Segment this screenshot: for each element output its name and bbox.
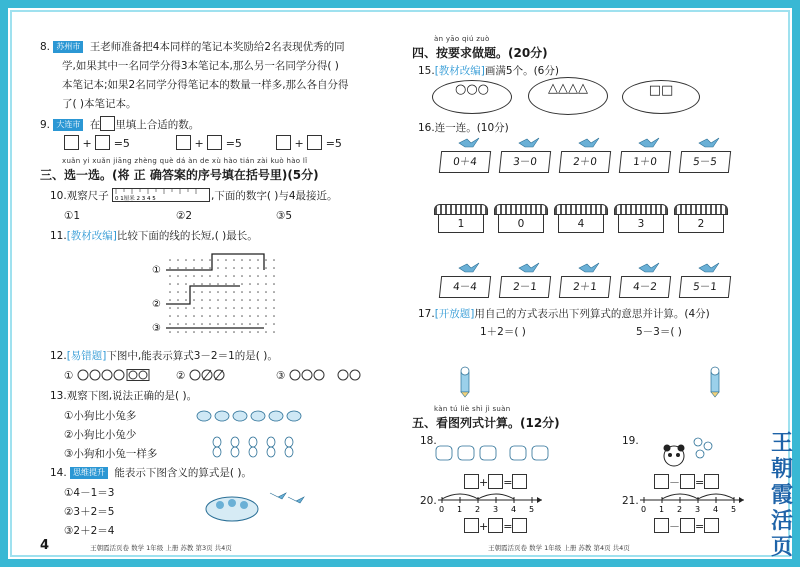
- q8-line2: 学,如果其中一名同学分得3本笔记本,那么另一名同学分得( ): [62, 60, 339, 72]
- q17-eq1[interactable]: 1＋2＝( ): [480, 326, 526, 338]
- q21-equation: － =: [654, 518, 719, 534]
- q17-text: 17.[开放题]用自己的方式表示出下列算式的意思并计算。(4分): [418, 308, 710, 320]
- svg-text:①: ①: [152, 265, 161, 276]
- q13-text: 13.观察下图,说法正确的是( )。: [50, 390, 198, 402]
- q17-eq2[interactable]: 5－3＝( ): [636, 326, 682, 338]
- q14-option-1[interactable]: ①4－1＝3: [64, 487, 115, 499]
- grouped-circles-icon: [289, 369, 369, 381]
- answer-box[interactable]: [64, 135, 79, 150]
- bird-icon: [458, 262, 480, 274]
- bird-icon: [578, 137, 600, 149]
- bird-icon: [638, 137, 660, 149]
- bottom-card-1[interactable]: 4－4: [439, 276, 491, 298]
- answer-box[interactable]: [488, 474, 503, 489]
- house-5[interactable]: 2: [674, 204, 728, 234]
- q12-option-3[interactable]: ③: [276, 369, 369, 383]
- house-3[interactable]: 4: [554, 204, 608, 234]
- answer-box[interactable]: [276, 135, 291, 150]
- q10-text: 10.观察尺子: [50, 190, 109, 202]
- q10-text-b: ,下面的数字( )与4最接近。: [211, 190, 338, 202]
- answer-box: [100, 116, 115, 131]
- bottom-card-4[interactable]: 4－2: [619, 276, 671, 298]
- sec4-title: 四、按要求做题。(20分): [412, 46, 548, 60]
- q10-option-1[interactable]: ①1: [64, 210, 81, 222]
- answer-box[interactable]: [680, 474, 695, 489]
- region-tag: 苏州市: [53, 41, 83, 53]
- dogs-rabbits-figure: [195, 408, 315, 460]
- q10-option-2[interactable]: ②2: [176, 210, 193, 222]
- svg-text:4: 4: [511, 505, 517, 514]
- q19-num: 19.: [622, 435, 639, 447]
- answer-box[interactable]: [488, 518, 503, 533]
- answer-box[interactable]: [512, 518, 527, 533]
- q20-num: 20.: [420, 495, 437, 507]
- q8-line4: 了( )本笔记本。: [62, 98, 137, 110]
- svg-text:0: 0: [641, 505, 647, 514]
- answer-box[interactable]: [464, 474, 479, 489]
- q11-text: 11.[教材改编]比较下面的线的长短,( )最长。: [50, 230, 258, 242]
- q12-option-2[interactable]: ②: [176, 369, 229, 383]
- left-footer: 王朝霞活页卷 数学 1年级 上册 苏教 第3页 共4页: [90, 544, 232, 552]
- q14-option-2[interactable]: ②3＋2＝5: [64, 506, 115, 518]
- bottom-card-5[interactable]: 5－1: [679, 276, 731, 298]
- answer-box[interactable]: [176, 135, 191, 150]
- crossed-circles-icon: [189, 369, 229, 381]
- number-line-20: [436, 488, 546, 514]
- q18-equation: + =: [464, 474, 527, 489]
- right-footer: 王朝霞活页卷 数学 1年级 上册 苏教 第4页 共4页: [488, 544, 630, 552]
- bird-icon: [578, 262, 600, 274]
- q13-option-2[interactable]: ②小狗比小兔少: [64, 429, 137, 441]
- q21-num: 21.: [622, 495, 639, 507]
- region-tag: 大连市: [53, 119, 83, 131]
- bird-icon: [638, 262, 660, 274]
- sec4-pinyin: àn yāo qiú zuò: [434, 35, 490, 43]
- svg-text:②: ②: [152, 299, 161, 310]
- svg-text:5: 5: [529, 505, 535, 514]
- q14-option-3[interactable]: ③2＋2＝4: [64, 525, 115, 537]
- bird-icon: [518, 262, 540, 274]
- svg-text:0 1厘米 2 3 4 5: 0 1厘米 2 3 4 5: [115, 196, 156, 202]
- svg-text:0: 0: [439, 505, 445, 514]
- number-line-21: [638, 488, 748, 514]
- answer-box[interactable]: [704, 518, 719, 533]
- svg-text:3: 3: [695, 505, 701, 514]
- oval-circles[interactable]: ○○○: [432, 80, 512, 114]
- q9-text: 9. 大连市 在 里填上合适的数。: [40, 116, 199, 132]
- svg-text:5: 5: [731, 505, 737, 514]
- oval-squares[interactable]: □□: [622, 80, 700, 114]
- top-card-3[interactable]: 2＋0: [559, 151, 611, 173]
- top-card-1[interactable]: 0＋4: [439, 151, 491, 173]
- sec5-title: 五、看图列式计算。(12分): [412, 416, 560, 430]
- q16-text: 16.连一连。(10分): [418, 122, 509, 134]
- q9-eq-2: + =5: [176, 135, 242, 150]
- q20-equation: + =: [464, 518, 527, 533]
- elephants-figure: [434, 440, 552, 466]
- bird-icon: [518, 137, 540, 149]
- birds-nest-figure: [200, 487, 310, 525]
- svg-text:2: 2: [475, 505, 481, 514]
- oval-triangles[interactable]: △△△△: [528, 77, 608, 115]
- answer-box[interactable]: [654, 474, 669, 489]
- answer-box[interactable]: [512, 474, 527, 489]
- answer-box[interactable]: [654, 518, 669, 533]
- top-card-5[interactable]: 5－5: [679, 151, 731, 173]
- q13-option-3[interactable]: ③小狗和小兔一样多: [64, 448, 158, 460]
- bird-icon: [698, 262, 720, 274]
- line-grid-figure: [150, 248, 280, 340]
- answer-box[interactable]: [464, 518, 479, 533]
- brand-logo: 王朝霞活页: [770, 430, 793, 560]
- house-1[interactable]: 1: [434, 204, 488, 234]
- q19-equation: － =: [654, 474, 719, 490]
- house-2[interactable]: 0: [494, 204, 548, 234]
- pencil-icon: [458, 366, 472, 398]
- svg-text:2: 2: [677, 505, 683, 514]
- house-4[interactable]: 3: [614, 204, 668, 234]
- q12-option-1[interactable]: ①: [64, 369, 157, 383]
- svg-text:1: 1: [659, 505, 665, 514]
- ruler-icon: [112, 188, 210, 202]
- sec3-title: 三、选一选。(将 正 确答案的序号填在括号里)(5分): [40, 168, 319, 182]
- bottom-card-2[interactable]: 2－1: [499, 276, 551, 298]
- bottom-card-3[interactable]: 2＋1: [559, 276, 611, 298]
- answer-box[interactable]: [704, 474, 719, 489]
- answer-box[interactable]: [680, 518, 695, 533]
- q15-text: 15.[教材改编]画满5个。(6分): [418, 65, 559, 77]
- answer-box[interactable]: [307, 135, 322, 150]
- difficulty-tag: 思维提升: [70, 467, 108, 479]
- q8-line3: 本笔记本;如果2名同学分得笔记本的数量一样多,那么各自分得: [62, 79, 349, 91]
- svg-text:3: 3: [493, 505, 499, 514]
- panda-balloons-figure: [660, 436, 720, 472]
- q9-eq-1: + =5: [64, 135, 130, 150]
- bird-icon: [458, 137, 480, 149]
- page-number: 4: [40, 538, 50, 553]
- svg-text:4: 4: [713, 505, 719, 514]
- answer-box[interactable]: [95, 135, 110, 150]
- answer-box[interactable]: [207, 135, 222, 150]
- q12-text: 12.[易错题]下图中,能表示算式3－2＝1的是( )。: [50, 350, 278, 362]
- bird-icon: [698, 137, 720, 149]
- top-card-4[interactable]: 1＋0: [619, 151, 671, 173]
- top-card-2[interactable]: 3－0: [499, 151, 551, 173]
- pencil-icon: [708, 366, 722, 398]
- sec5-pinyin: kàn tú liè shì jì suàn: [434, 405, 511, 413]
- q13-option-1[interactable]: ①小狗比小兔多: [64, 410, 137, 422]
- circles-icon: [77, 369, 157, 381]
- q18-num: 18.: [420, 435, 437, 447]
- svg-text:③: ③: [152, 323, 161, 334]
- sec3-pinyin: xuǎn yi xuǎn jiāng zhèng què dá àn de xù hào tián zài kuò hào lǐ: [62, 157, 308, 165]
- svg-text:1: 1: [457, 505, 463, 514]
- q14-text: 14. 思维提升 能表示下图含义的算式是( )。: [50, 467, 252, 479]
- q8-line1: 8. 苏州市 王老师准备把4本同样的笔记本奖励给2名表现优秀的同: [40, 41, 345, 53]
- q9-eq-3: + =5: [276, 135, 342, 150]
- q10-option-3[interactable]: ③5: [276, 210, 293, 222]
